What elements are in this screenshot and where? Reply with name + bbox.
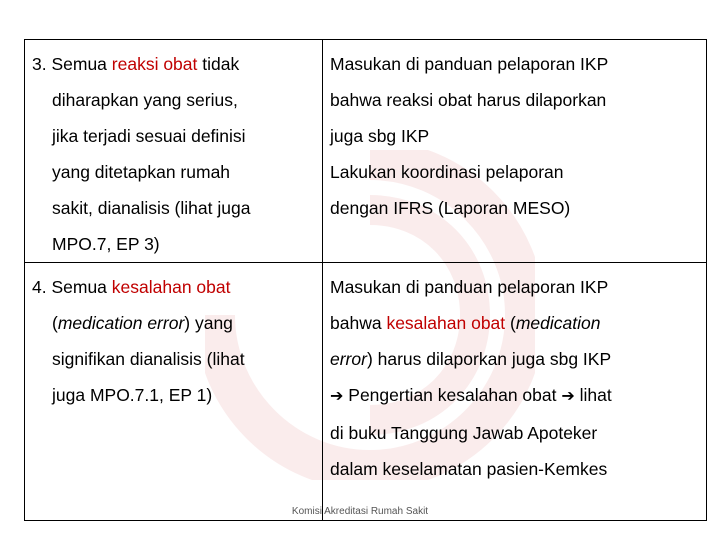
line: Masukan di panduan pelaporan IKP <box>330 54 609 74</box>
table-cell-right <box>323 40 707 263</box>
line: Masukan di panduan pelaporan IKP <box>330 277 609 297</box>
line: juga MPO.7.1, EP 1) <box>52 385 213 405</box>
table-cell-left <box>25 263 323 521</box>
line: di buku Tanggung Jawab Apoteker <box>330 423 598 443</box>
italic-text: error <box>330 349 367 369</box>
table-row <box>25 40 707 263</box>
line-text: tidak <box>197 54 240 74</box>
line-text: Pengertian kesalahan obat <box>343 385 562 405</box>
line-text: lihat <box>574 385 612 405</box>
footer-text: Komisi Akreditasi Rumah Sakit <box>291 506 429 517</box>
line: yang ditetapkan rumah <box>52 162 231 182</box>
line <box>25 269 322 305</box>
table-cell-right <box>323 263 707 521</box>
line: sakit, dianalisis (lihat juga <box>52 198 251 218</box>
table-row <box>25 263 707 521</box>
line: dengan IFRS (Laporan MESO) <box>330 198 571 218</box>
line: signifikan dianalisis (lihat <box>52 349 245 369</box>
line-text: ( <box>52 313 58 333</box>
item-number-text: 4. Semua <box>32 277 112 297</box>
content-table <box>24 39 707 521</box>
arrow-right-icon: ➔ <box>561 388 575 405</box>
line-text: ( <box>505 313 516 333</box>
line <box>25 305 322 341</box>
line <box>323 305 706 341</box>
highlight-text: kesalahan obat <box>111 277 231 297</box>
line <box>25 46 322 82</box>
line: bahwa reaksi obat harus dilaporkan <box>330 90 607 110</box>
highlight-text: kesalahan obat <box>386 313 506 333</box>
highlight-text: reaksi obat <box>111 54 198 74</box>
table-cell-left <box>25 40 323 263</box>
arrow-right-icon: ➔ <box>330 388 344 405</box>
line-text: ) harus dilaporkan juga sbg IKP <box>366 349 612 369</box>
line: jika terjadi sesuai definisi <box>52 126 246 146</box>
italic-text: medication <box>515 313 601 333</box>
item-number-text: 3. Semua <box>32 54 112 74</box>
line: Lakukan koordinasi pelaporan <box>330 162 564 182</box>
line-text: bahwa <box>330 313 387 333</box>
line-text: ) yang <box>184 313 233 333</box>
italic-text: medication error <box>57 313 185 333</box>
line: juga sbg IKP <box>330 126 430 146</box>
line <box>323 341 706 377</box>
line: dalam keselamatan pasien-Kemkes <box>330 459 608 479</box>
line: MPO.7, EP 3) <box>52 234 160 254</box>
line <box>323 377 706 415</box>
line: diharapkan yang serius, <box>52 90 238 110</box>
